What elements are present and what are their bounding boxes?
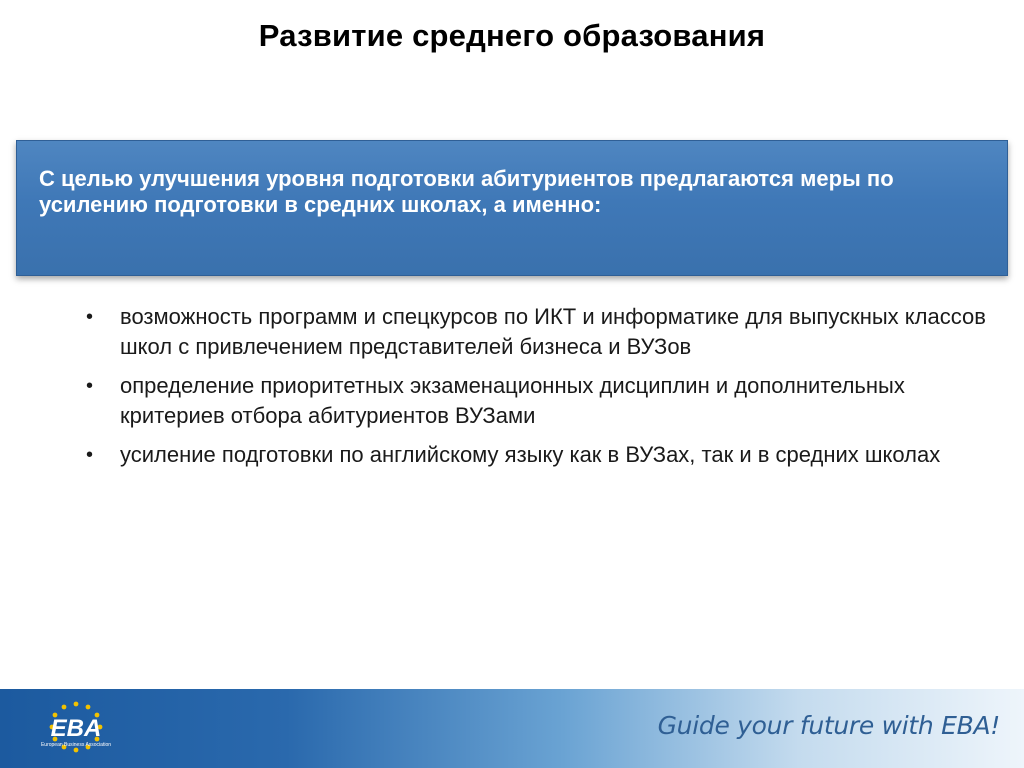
bullet-item [86, 371, 986, 431]
footer-bar [0, 689, 1024, 768]
bullet-icon: • [86, 444, 94, 466]
bullet-text: усиление подготовки по английскому языку как в ВУЗах, так и в средних школах [120, 442, 941, 467]
bullet-text: определение приоритетных экзаменационных дисциплин и дополнительных критериев отбора абитуриентов ВУЗами [120, 373, 905, 428]
eba-logo [30, 699, 122, 759]
intro-box [16, 140, 1008, 276]
bullet-text: возможность программ и спецкурсов по ИКТ и информатике для выпускных классов школ с привлечением представителей бизнеса и ВУЗов [120, 304, 986, 359]
bullet-item [86, 302, 986, 362]
slogan: Guide your future with EBA! [657, 711, 1000, 740]
slide-title: Развитие среднего образования [258, 18, 766, 53]
bullet-list [86, 302, 986, 479]
bullet-icon: • [86, 306, 94, 328]
logo-subtext: European Business Association [40, 742, 112, 748]
bullet-item [86, 440, 986, 470]
bullet-icon: • [86, 375, 94, 397]
intro-text: С целью улучшения уровня подготовки абитуриентов предлагаются меры по усилению подготовки в средних школах, а именно: [39, 166, 894, 217]
logo-text: EBA [50, 715, 102, 742]
